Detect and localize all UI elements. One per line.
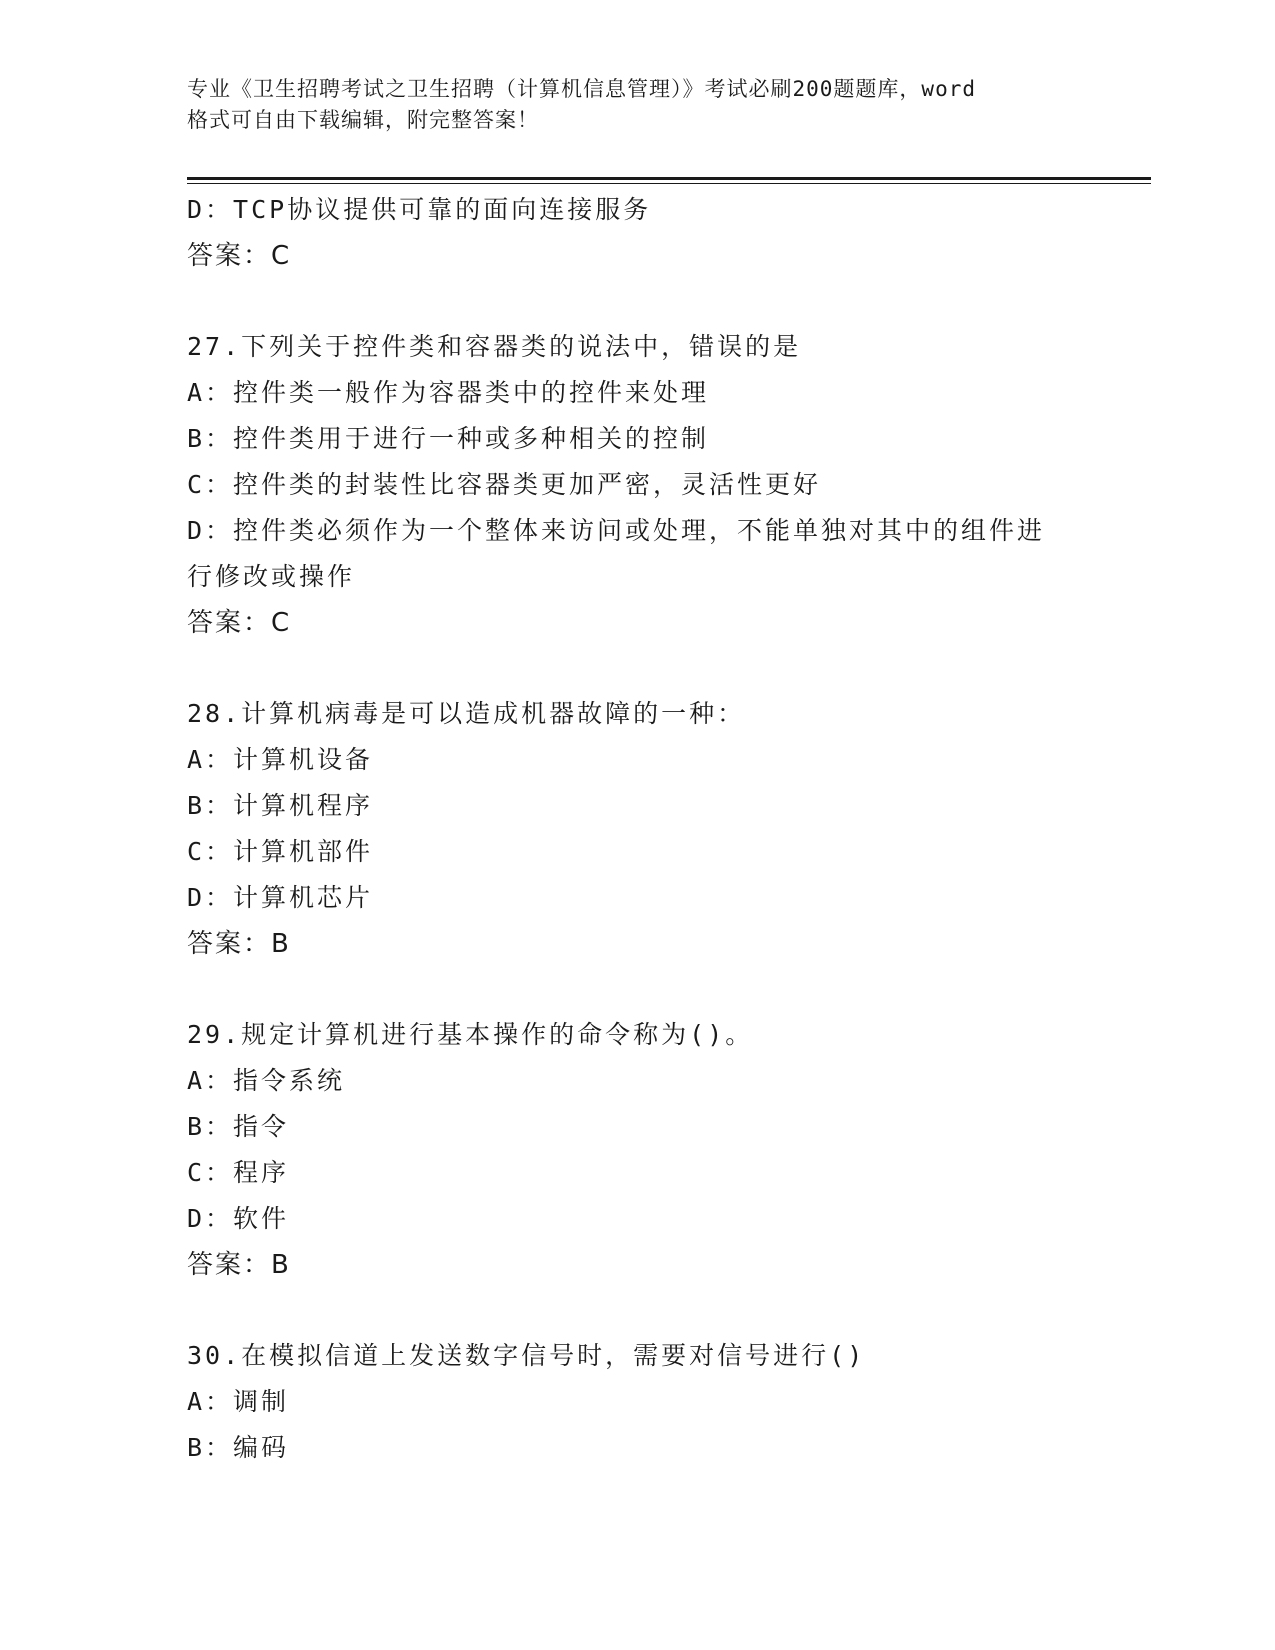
- option-a: A：控件类一般作为容器类中的控件来处理: [187, 378, 710, 407]
- option-d: D：控件类必须作为一个整体来访问或处理，不能单独对其中的组件进: [187, 516, 1046, 545]
- question-stem: 30.在模拟信道上发送数字信号时，需要对信号进行(): [187, 1341, 866, 1370]
- question-stem: 28.计算机病毒是可以造成机器故障的一种：: [187, 699, 746, 728]
- document-header: [187, 74, 1087, 136]
- option-a: A：指令系统: [187, 1066, 346, 1095]
- option-c: C：程序: [187, 1158, 290, 1187]
- question-27: [187, 324, 1087, 646]
- option-b: B：指令: [187, 1112, 290, 1141]
- option-d: D：软件: [187, 1204, 290, 1233]
- header-line-2: 格式可自由下载编辑，附完整答案！: [187, 108, 539, 132]
- answer-line: 答案：B: [187, 929, 291, 959]
- option-c: C：计算机部件: [187, 837, 374, 866]
- header-divider-thin: [187, 183, 1151, 184]
- option-d: D：计算机芯片: [187, 883, 374, 912]
- question-list: [187, 187, 1087, 1471]
- option-d-continued: 行修改或操作: [187, 562, 356, 591]
- question-29: [187, 1012, 1087, 1288]
- question-26-tail: [187, 187, 1087, 279]
- answer-line: 答案：C: [187, 241, 292, 271]
- header-divider-thick: [187, 177, 1151, 180]
- spacer: [187, 967, 1087, 1012]
- option-a: A：调制: [187, 1387, 290, 1416]
- answer-line: 答案：C: [187, 608, 292, 638]
- option-b: B：编码: [187, 1433, 290, 1462]
- question-30: [187, 1333, 1087, 1471]
- option-d: D：TCP协议提供可靠的面向连接服务: [187, 195, 652, 224]
- option-b: B：控件类用于进行一种或多种相关的控制: [187, 424, 710, 453]
- spacer: [187, 279, 1087, 324]
- header-line-1: 专业《卫生招聘考试之卫生招聘（计算机信息管理）》考试必刷200题题库，word: [187, 77, 976, 101]
- option-a: A：计算机设备: [187, 745, 374, 774]
- option-c: C：控件类的封装性比容器类更加严密，灵活性更好: [187, 470, 822, 499]
- question-stem: 27.下列关于控件类和容器类的说法中，错误的是: [187, 332, 802, 361]
- spacer: [187, 1288, 1087, 1333]
- option-b: B：计算机程序: [187, 791, 374, 820]
- question-28: [187, 691, 1087, 967]
- question-stem: 29.规定计算机进行基本操作的命令称为()。: [187, 1020, 754, 1049]
- answer-line: 答案：B: [187, 1250, 291, 1280]
- spacer: [187, 646, 1087, 691]
